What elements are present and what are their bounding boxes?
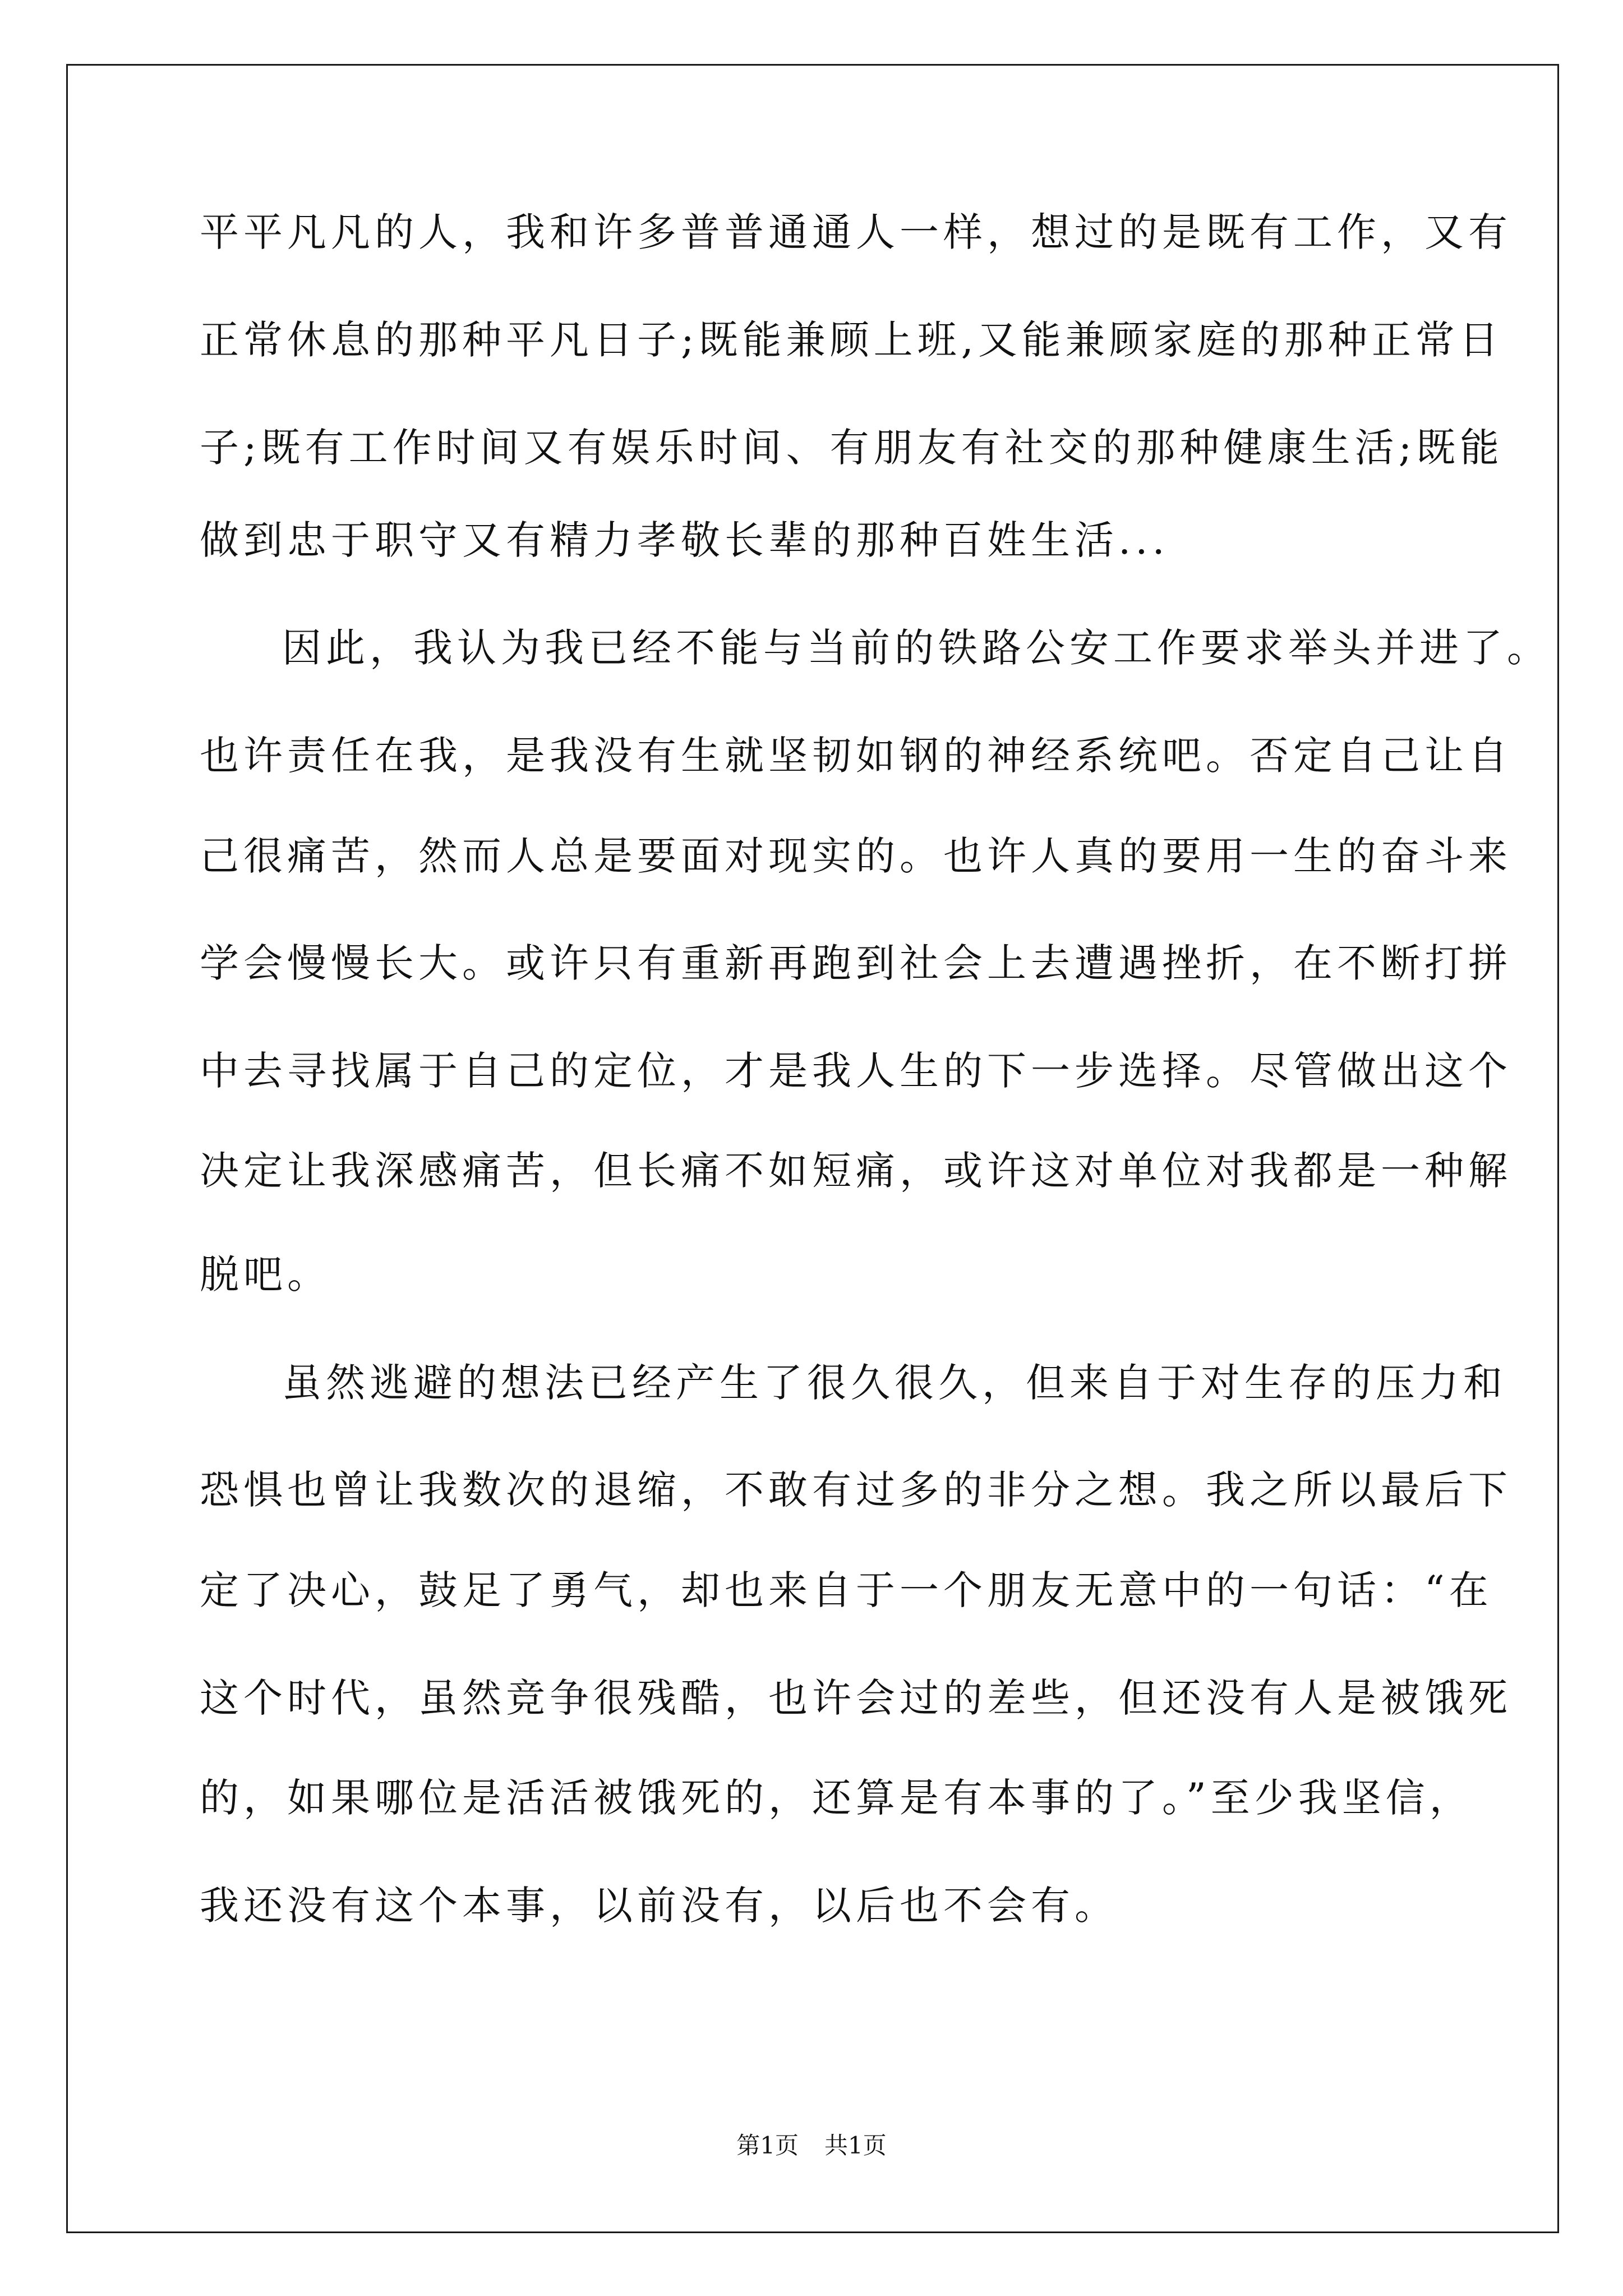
text-line: 做到忠于职守又有精力孝敬长辈的那种百姓生活... — [200, 517, 1169, 563]
text-line: 的，如果哪位是活活被饿死的，还算是有本事的了。”至少我坚信， — [200, 1775, 1473, 1821]
text-line: 学会慢慢长大。或许只有重新再跑到社会上去遭遇挫折，在不断打拼 — [200, 940, 1512, 986]
text-line: 定了决心，鼓足了勇气，却也来自于一个朋友无意中的一句话：“在 — [200, 1567, 1493, 1613]
text-line: 正常休息的那种平凡日子;既能兼顾上班,又能兼顾家庭的那种正常日 — [200, 317, 1503, 363]
text-line: 恐惧也曾让我数次的退缩，不敢有过多的非分之想。我之所以最后下 — [200, 1467, 1512, 1513]
paragraph-start-line: 虽然逃避的想法已经产生了很久很久，但来自于对生存的压力和 — [282, 1360, 1507, 1406]
text-line: 平平凡凡的人，我和许多普普通通人一样，想过的是既有工作，又有 — [200, 209, 1512, 255]
text-line: 我还没有这个本事，以前没有，以后也不会有。 — [200, 1883, 1118, 1929]
page-footer — [0, 2129, 1623, 2162]
page-total: 共1页 — [824, 2132, 887, 2159]
text-line: 也许责任在我，是我没有生就坚韧如钢的神经系统吧。否定自己让自 — [200, 733, 1512, 779]
text-line: 决定让我深感痛苦，但长痛不如短痛，或许这对单位对我都是一种解 — [200, 1148, 1512, 1194]
text-line: 己很痛苦，然而人总是要面对现实的。也许人真的要用一生的奋斗来 — [200, 833, 1512, 879]
text-line: 脱吧。 — [200, 1251, 331, 1297]
text-line: 这个时代，虽然竞争很残酷，也许会过的差些，但还没有人是被饿死 — [200, 1675, 1512, 1721]
page-number: 第1页 — [736, 2132, 799, 2159]
text-line: 子;既有工作时间又有娱乐时间、有朋友有社交的那种健康生活;既能 — [200, 425, 1504, 471]
paragraph-start-line: 因此，我认为我已经不能与当前的铁路公安工作要求举头并进了。 — [282, 625, 1551, 671]
text-line: 中去寻找属于自己的定位，才是我人生的下一步选择。尽管做出这个 — [200, 1048, 1512, 1094]
